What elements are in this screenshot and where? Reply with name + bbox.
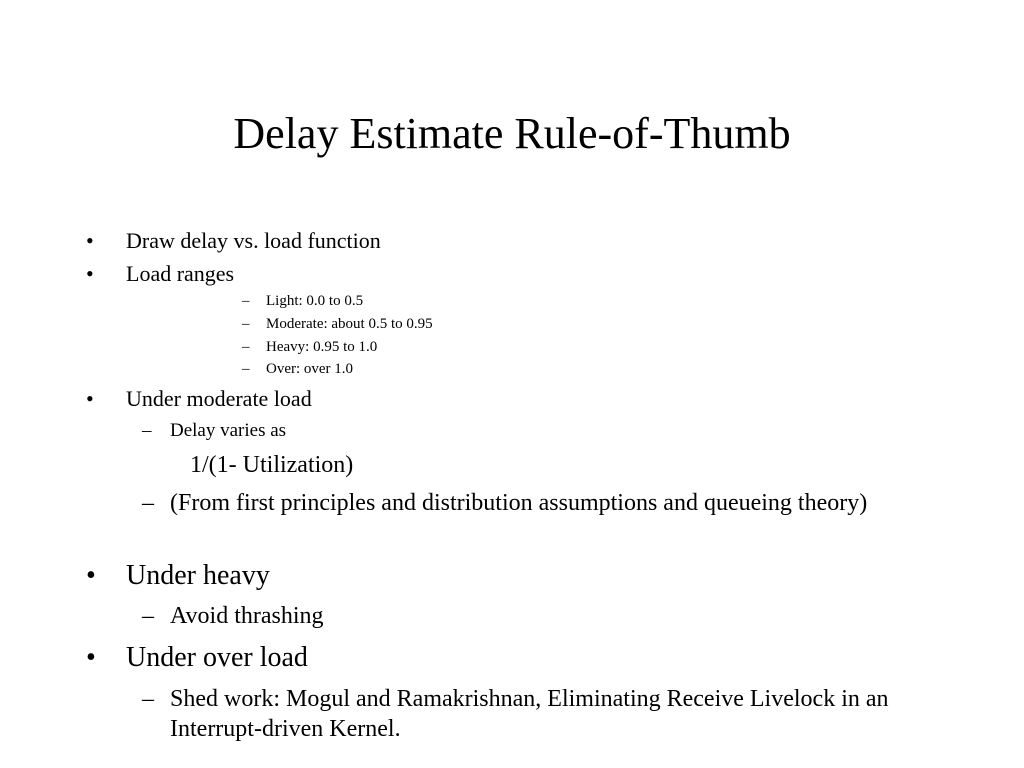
sub-avoid-thrashing: Avoid thrashing	[170, 603, 324, 629]
dash-marker: –	[242, 339, 250, 355]
bullet-marker: •	[86, 560, 96, 591]
dash-marker: –	[142, 490, 154, 516]
sub-heavy: Heavy: 0.95 to 1.0	[266, 339, 378, 355]
bullet-under-over-load: Under over load	[126, 642, 308, 673]
dash-marker: –	[242, 361, 250, 377]
bullet-under-heavy: Under heavy	[126, 560, 270, 591]
slide-title: Delay Estimate Rule-of-Thumb	[233, 109, 791, 158]
sub-shed-work: Shed work: Mogul and Ramakrishnan, Eliminating Receive Livelock in an Interrupt-driven Kernel.	[170, 686, 889, 742]
dash-marker: –	[142, 686, 154, 712]
bullet-marker: •	[86, 261, 94, 286]
sub-first-principles: (From first principles and distribution assumptions and queueing theory)	[170, 490, 868, 516]
formula-utilization: 1/(1- Utilization)	[190, 452, 354, 478]
dash-marker: –	[242, 316, 250, 332]
bullet-marker: •	[86, 386, 94, 411]
bullet-load-ranges: Load ranges	[126, 261, 235, 286]
bullet-marker: •	[86, 642, 96, 673]
dash-marker: –	[142, 603, 154, 629]
sub-moderate: Moderate: about 0.5 to 0.95	[266, 316, 433, 332]
bullet-under-moderate: Under moderate load	[126, 386, 312, 411]
sub-light: Light: 0.0 to 0.5	[266, 293, 364, 309]
bullet-marker: •	[86, 228, 94, 253]
sub-delay-varies: Delay varies as	[170, 420, 287, 441]
sub-over: Over: over 1.0	[266, 361, 354, 377]
dash-marker: –	[242, 293, 250, 309]
dash-marker: –	[142, 420, 152, 441]
bullet-draw-delay: Draw delay vs. load function	[126, 228, 381, 253]
